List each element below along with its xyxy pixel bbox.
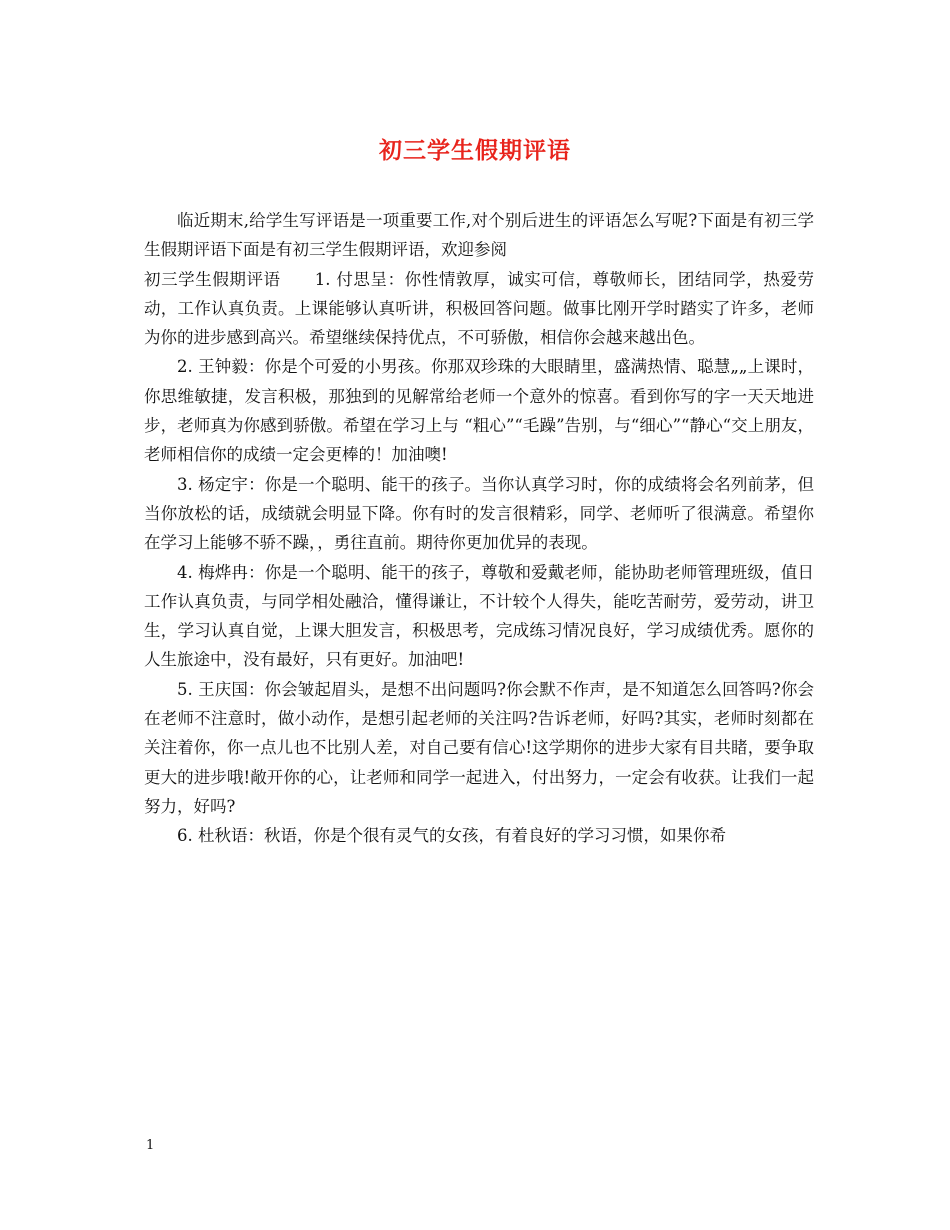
paragraph-comment-4: 4. 梅烨冉：你是一个聪明、能干的孩子，尊敬和爱戴老师，能协助老师管理班级，值日工作认真负责，与同学相处融洽，懂得谦让，不计较个人得失，能吃苦耐劳，爱劳动，讲卫生，学习认真自觉，上课大胆发言，积极思考，完成练习情况良好，学习成绩优秀。愿你的人生旅途中，没有最好，只有更好。加油吧!	[144, 562, 814, 670]
paragraph-comment-1: 初三学生假期评语 1. 付思呈：你性情敦厚，诚实可信，尊敬师长，团结同学，热爱劳动，工作认真负责。上课能够认真听讲，积极回答问题。做事比刚开学时踏实了许多，老师为你的进步感到高兴。希望继续保持优点，不可骄傲，相信你会越来越出色。	[144, 269, 814, 348]
page-number: 1	[146, 1138, 155, 1153]
paragraph-comment-2: 2. 王钟毅：你是个可爱的小男孩。你那双珍珠的大眼睛里，盛满热情、聪慧„„上课时，你思维敏捷，发言积极，那独到的见解常给老师一个意外的惊喜。看到你写的字一天天地进步，老师真为你感到骄傲。希望在学习上与 “粗心”“毛躁”告别，与“细心”“静心“交上朋友，老师相信你的成绩一定会更棒的！加油噢!	[144, 357, 814, 465]
paragraph-comment-6: 6. 杜秋语：秋语，你是个很有灵气的女孩，有着良好的学习习惯，如果你希	[177, 826, 726, 846]
paragraph-comment-5: 5. 王庆国：你会皱起眉头，是想不出问题吗?你会默不作声，是不知道怎么回答吗?你会在老师不注意时，做小动作，是想引起老师的关注吗?告诉老师，好吗?其实，老师时刻都在关注着你，你一点儿也不比别人差，对自己要有信心!这学期你的进步大家有目共睹，要争取更大的进步哦!敞开你的心，让老师和同学一起进入，付出努力，一定会有收获。让我们一起努力，好吗?	[144, 679, 814, 816]
document-title: 初三学生假期评语	[379, 137, 571, 164]
paragraph-intro: 临近期末,给学生写评语是一项重要工作,对个别后进生的评语怎么写呢?下面是有初三学生假期评语下面是有初三学生假期评语，欢迎参阅	[144, 211, 814, 260]
paragraph-comment-3: 3. 杨定宇：你是一个聪明、能干的孩子。当你认真学习时，你的成绩将会名列前茅，但当你放松的话，成绩就会明显下降。你有时的发言很精彩，同学、老师听了很满意。希望你在学习上能够不骄不躁，，勇往直前。期待你更加优异的表现。	[144, 474, 814, 553]
document-body	[144, 206, 814, 851]
